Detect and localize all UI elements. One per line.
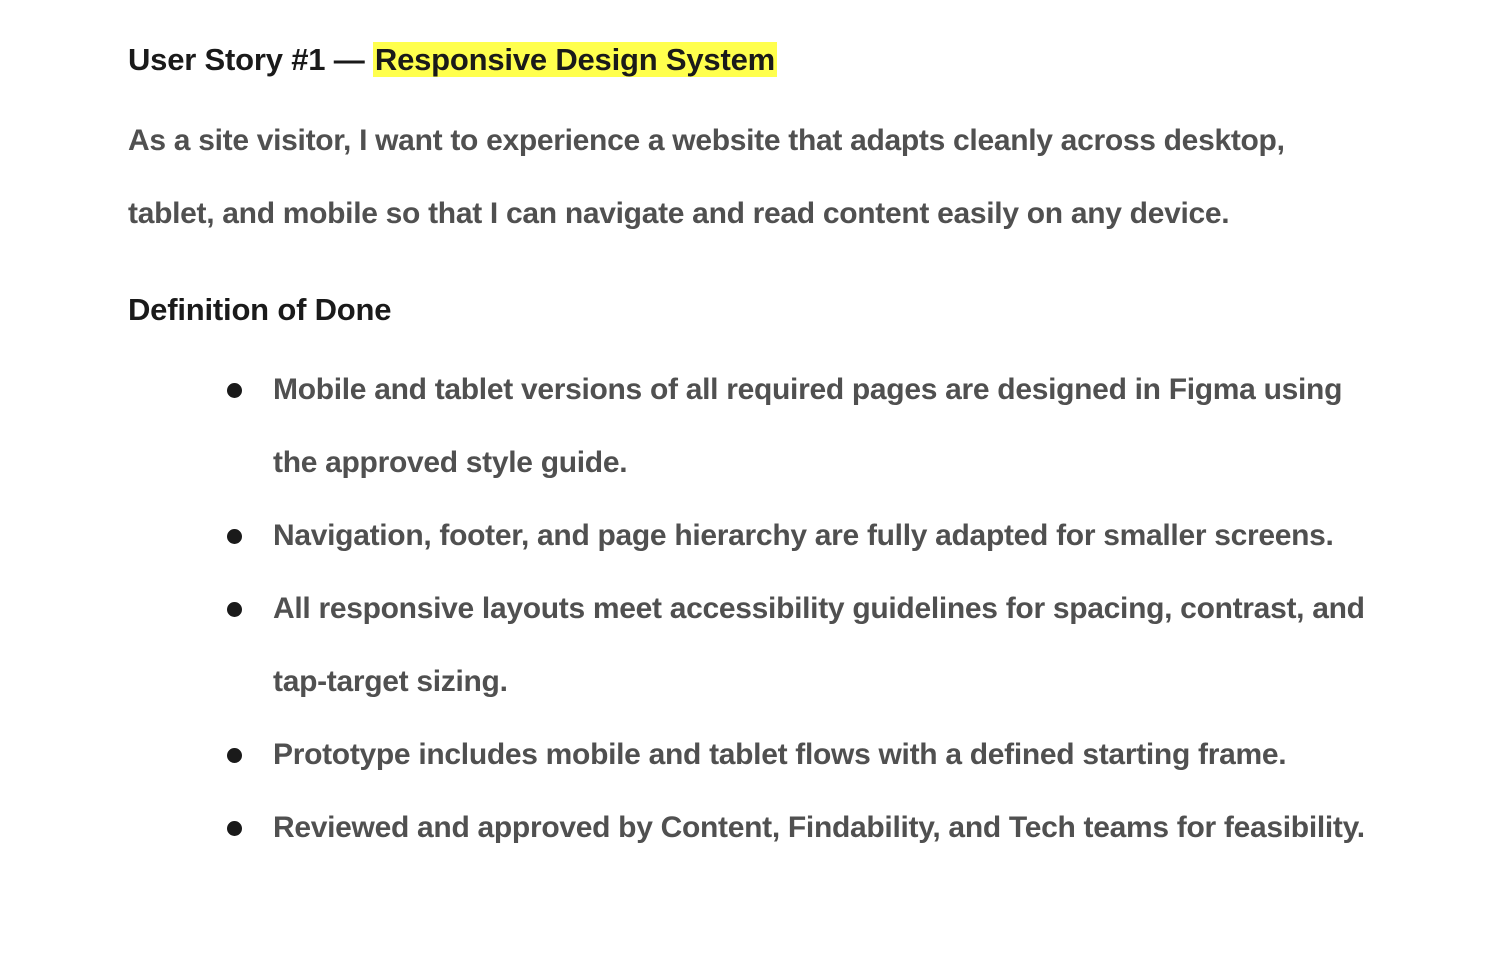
bullet-icon: [227, 748, 242, 763]
story-body: As a site visitor, I want to experience a website that adapts cleanly across desktop, tablet, and mobile so that I can navigate and read content easily on any device.: [128, 124, 1285, 230]
dod-list-item: [128, 791, 1388, 864]
dod-item-text: Navigation, footer, and page hierarchy are fully adapted for smaller screens.: [273, 519, 1334, 552]
dod-item-text: Reviewed and approved by Content, Findability, and Tech teams for feasibility.: [273, 811, 1365, 844]
bullet-icon: [227, 529, 242, 544]
dod-list-item: [128, 353, 1388, 499]
story-title-highlight: Responsive Design System: [374, 42, 775, 77]
bullet-icon: [227, 821, 242, 836]
dod-item-text: Prototype includes mobile and tablet flows with a defined starting frame.: [273, 738, 1287, 771]
dod-item-text: Mobile and tablet versions of all required pages are designed in Figma using the approved style guide.: [273, 373, 1343, 479]
bullet-icon: [227, 602, 242, 617]
dod-list: [128, 353, 1388, 864]
dod-heading: Definition of Done: [128, 292, 392, 327]
bullet-icon: [227, 383, 242, 398]
dod-list-item: [128, 499, 1388, 572]
story-title-prefix: User Story #1 —: [128, 42, 373, 77]
dod-item-text: All responsive layouts meet accessibility guidelines for spacing, contrast, and tap-target sizing.: [273, 592, 1365, 698]
dod-list-item: [128, 572, 1388, 718]
dod-list-item: [128, 718, 1388, 791]
story-title: [128, 38, 777, 82]
